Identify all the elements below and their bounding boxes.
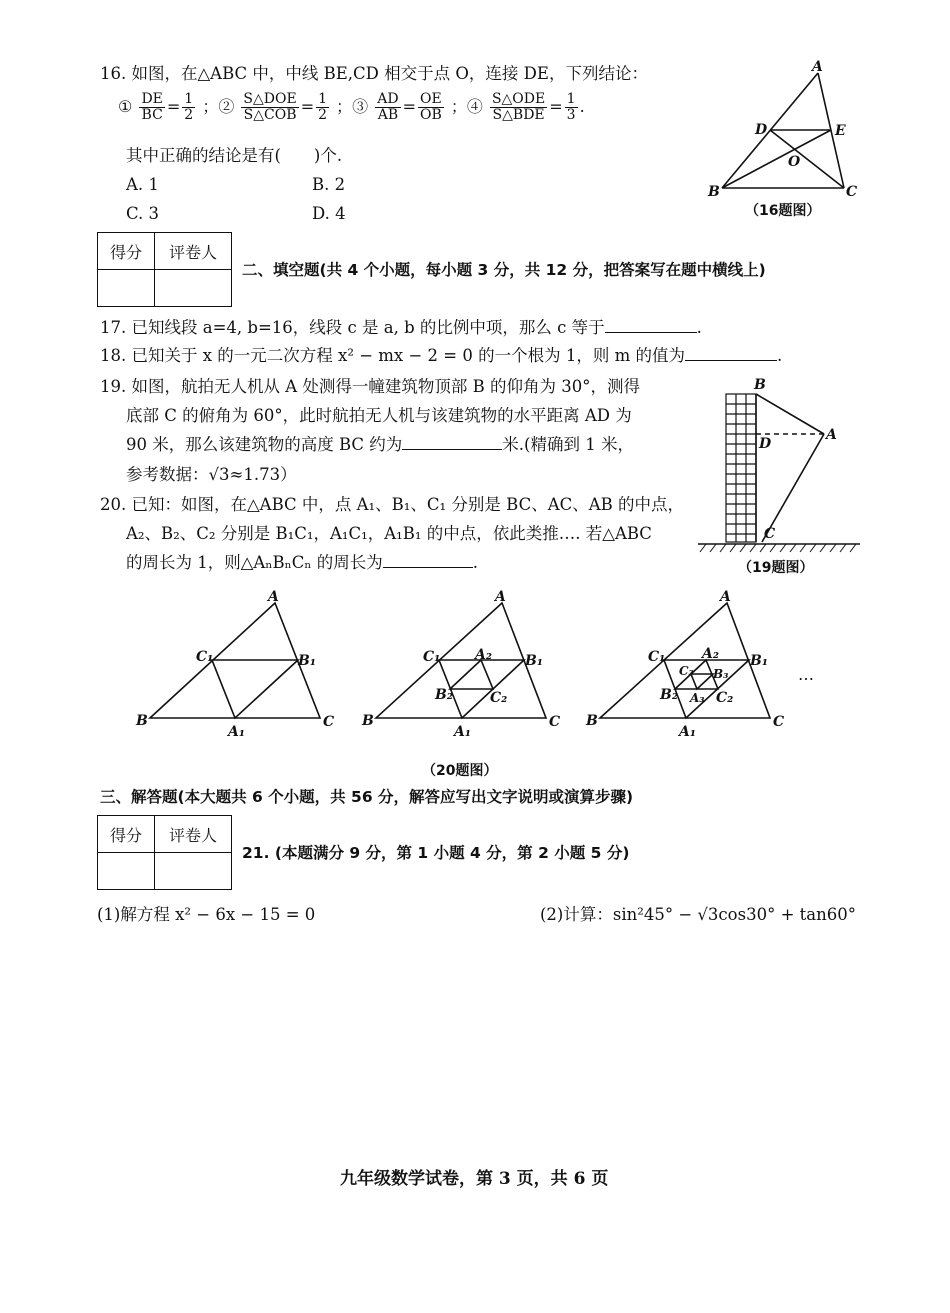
fig19-caption: （19题图） [738, 560, 814, 576]
fig20b-label-a2: A₂ [475, 647, 492, 663]
score-box-section2 [97, 232, 232, 307]
fig20b-label-a1: A₁ [454, 724, 471, 740]
fig19-label-c: C [764, 526, 776, 542]
section2-title: 二、填空题(共 4 个小题，每小题 3 分，共 12 分，把答案写在题中横线上) [242, 261, 766, 279]
fig16-median-be [722, 130, 831, 188]
fig20a-label-b: B [136, 713, 148, 729]
c3-lhs: $\frac{AD}{AB}$ [377, 91, 399, 123]
fig20a-label-c: C [323, 714, 335, 730]
score-label: 得分 [98, 816, 155, 853]
fig20c-label-b3: B₃ [713, 667, 729, 681]
fig19-label-a: A [826, 427, 837, 443]
q18-text: 18. 已知关于 x 的一元二次方程 x² − mx − 2 = 0 的一个根为 1，则 m 的值为 . [100, 346, 783, 365]
c2-lhs: $\frac{\text{S△DOE}}{\text{S△COB}}$ [243, 91, 297, 123]
c3-label: ；③ [336, 97, 369, 116]
fig16-label-b: B [708, 184, 720, 200]
q16-question: 其中正确的结论是有( )个. [126, 146, 343, 165]
fig20-ellipsis: … [798, 665, 814, 684]
fig16-label-a: A [812, 60, 823, 75]
fig20a-label-a1: A₁ [228, 724, 245, 740]
q19-line2: 底部 C 的俯角为 60°，此时航拍无人机与该建筑物的水平距离 AD 为 [126, 406, 632, 425]
fig20b-label-b1: B₁ [525, 653, 543, 669]
fig20-triangle-3 [600, 603, 770, 718]
score-label: 得分 [98, 233, 155, 270]
fig20-triangle-1 [150, 603, 320, 718]
figure-16 [700, 60, 870, 220]
grader-label: 评卷人 [155, 233, 232, 270]
figure-19 [690, 372, 865, 582]
q16-option-c: C. 3 [126, 204, 160, 223]
section3-title: 三、解答题(本大题共 6 个小题，共 56 分，解答应写出文字说明或演算步骤) [100, 788, 634, 806]
q16-option-a: A. 1 [126, 175, 159, 194]
fig20a-label-b1: B₁ [298, 653, 316, 669]
fig20c-label-b2: B₂ [660, 687, 678, 703]
fig19-label-b: B [754, 377, 766, 393]
fig20b-label-a: A [495, 589, 506, 605]
c2-rhs: $\frac{1}{2}$ [318, 91, 328, 123]
c1-label: ① [118, 97, 133, 116]
grader-label: 评卷人 [155, 816, 232, 853]
c4-label: ；④ [450, 97, 483, 116]
fig19-segment-ab [756, 394, 824, 434]
fig20c-label-a: A [720, 589, 731, 605]
score-box-q21 [97, 815, 232, 890]
fig20-triangle-2 [376, 603, 546, 718]
fig16-label-c: C [846, 184, 858, 200]
q19-line4: 参考数据：√3≈1.73） [126, 465, 297, 484]
fig16-label-e: E [835, 123, 846, 139]
grader-cell[interactable] [155, 853, 232, 890]
fig20b-label-c: C [549, 714, 561, 730]
fig20-caption: （20题图） [422, 763, 498, 779]
q16-conclusions: ① $\frac{DE}{BC}$ = $\frac{1}{2}$ ；② $\frac{\text{S△DOE}}{\text{S△COB}}$ = $\frac{1}{2}$ ；③ $\frac{AD}{AB}$ = $\frac{OE}{OB}$ ；④ $\frac{\text{S△ODE}}{\text{S△BDE}}$ = $\frac{1}{3}$ . [118, 91, 585, 123]
score-cell[interactable] [98, 853, 155, 890]
fig20c-label-b1: B₁ [750, 653, 768, 669]
grader-cell[interactable] [155, 270, 232, 307]
figure-20 [130, 585, 830, 785]
q18-answer-blank[interactable] [685, 346, 777, 361]
c4-rhs: $\frac{1}{3}$ [566, 91, 576, 123]
fig20b-label-c1: C₁ [423, 649, 441, 665]
fig19-building [726, 394, 756, 542]
q20-line2: A₂、B₂、C₂ 分别是 B₁C₁，A₁C₁，A₁B₁ 的中点，依此类推…. 若△ABC [126, 524, 652, 543]
fig16-caption: （16题图） [745, 203, 821, 219]
q20-line1: 20. 已知：如图，在△ABC 中，点 A₁、B₁、C₁ 分别是 BC、AC、AB 的中点， [100, 495, 685, 514]
page-footer: 九年级数学试卷，第 3 页，共 6 页 [340, 1169, 609, 1189]
fig20a-label-c1: C₁ [196, 649, 214, 665]
fig20c-label-a2: A₂ [702, 646, 719, 662]
fig20c-label-c: C [773, 714, 785, 730]
q20-line3: 的周长为 1，则△AₙBₙCₙ 的周长为 . [126, 553, 479, 572]
fig20c-label-b: B [586, 713, 598, 729]
c1-lhs: $\frac{DE}{BC}$ [141, 91, 163, 123]
c2-label: ；② [202, 97, 235, 116]
q19-line1: 19. 如图，航拍无人机从 A 处测得一幢建筑物顶部 B 的仰角为 30°，测得 [100, 377, 640, 396]
q19-answer-blank[interactable] [402, 435, 502, 450]
q17-answer-blank[interactable] [605, 318, 697, 333]
fig19-label-d: D [759, 436, 772, 452]
q21-part1: (1)解方程 x² − 6x − 15 = 0 [97, 905, 316, 924]
fig20b-label-b: B [362, 713, 374, 729]
q16-option-b: B. 2 [312, 175, 346, 194]
q21-title: 21. (本题满分 9 分，第 1 小题 4 分，第 2 小题 5 分) [242, 844, 630, 862]
fig20b-label-c2: C₂ [490, 690, 508, 706]
q19-line3: 90 米，那么该建筑物的高度 BC 约为 米.(精确到 1 米， [126, 435, 634, 454]
fig20a-label-a: A [268, 589, 279, 605]
c1-rhs: $\frac{1}{2}$ [184, 91, 194, 123]
fig16-label-o: O [788, 154, 801, 170]
q20-answer-blank[interactable] [383, 553, 473, 568]
fig16-label-d: D [755, 122, 768, 138]
fig20c-label-a1: A₁ [679, 724, 696, 740]
q21-part2: (2)计算：sin²45° − √3cos30° + tan60° [540, 905, 856, 924]
q16-option-d: D. 4 [312, 204, 346, 223]
fig20c-label-c3: C₃ [679, 664, 694, 678]
fig20c-label-c2: C₂ [716, 690, 734, 706]
q17-text: 17. 已知线段 a=4, b=16，线段 c 是 a, b 的比例中项，那么 c 等于 . [100, 318, 702, 337]
score-cell[interactable] [98, 270, 155, 307]
fig20b-label-b2: B₂ [435, 687, 453, 703]
q16-stem: 16. 如图，在△ABC 中，中线 BE,CD 相交于点 O，连接 DE，下列结论： [100, 64, 648, 83]
fig20c-label-a3: A₃ [690, 691, 705, 705]
c4-lhs: $\frac{\text{S△ODE}}{\text{S△BDE}}$ [491, 91, 546, 123]
fig20c-label-c1: C₁ [648, 649, 666, 665]
c3-rhs: $\frac{OE}{OB}$ [419, 91, 442, 123]
